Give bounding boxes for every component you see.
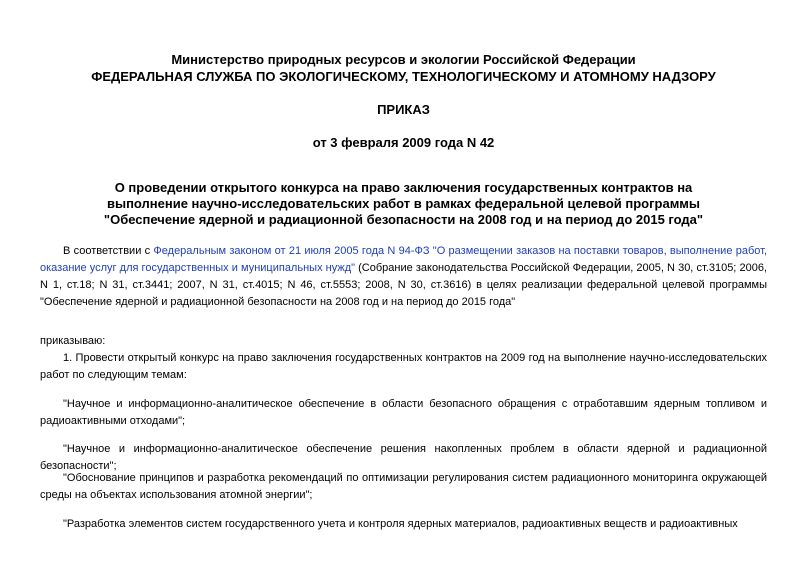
intro-suffix: (Собрание законодательства Российской Федерации, 2005, N 30, ст.3105; 2006, N 1, ст.18; N 31, ст.3441; 2007, N 31, ст.4015; N 46, ст.5553; 2008, N 30, ст.3616) в целях реализации федеральной целевой программы "Обеспечение ядерной и радиационной безопасности на 2008 год и на период до 2015 года"	[40, 262, 767, 308]
topic-item: "Научное и информационно-аналитическое обеспечение в области безопасного обращения с отработавшим ядерным топливом и радиоактивными отходами";	[40, 398, 767, 427]
topic-item: "Разработка элементов систем государственного учета и контроля ядерных материалов, радиоактивных веществ и радиоактивных	[63, 518, 738, 530]
topic-item: "Обоснование принципов и разработка рекомендаций по оптимизации регулирования систем радиационного мониторинга окружающей среды на объектах использования атомной энергии";	[40, 472, 767, 501]
intro-paragraph	[40, 243, 767, 311]
ministry-name: Министерство природных ресурсов и экологии Российской Федерации	[171, 52, 636, 67]
item-1: 1. Провести открытый конкурс на право заключения государственных контрактов на 2009 год на выполнение научно-исследовательских работ по следующим темам:	[40, 352, 767, 381]
order-word: приказываю:	[40, 335, 106, 347]
topic-item: "Научное и информационно-аналитическое обеспечение решения накопленных проблем в области ядерной и радиационной безопасности";	[40, 443, 767, 472]
doc-type: ПРИКАЗ	[377, 102, 430, 117]
intro-prefix: В соответствии с	[63, 245, 154, 257]
law-link[interactable]: Федеральным законом от 21 июля 2005 года N 94-ФЗ "О размещении заказов на поставки товаров, выполнение работ, оказание услуг для государственных и муниципальных нужд"	[40, 245, 768, 274]
service-name: ФЕДЕРАЛЬНАЯ СЛУЖБА ПО ЭКОЛОГИЧЕСКОМУ, ТЕХНОЛОГИЧЕСКОМУ И АТОМНОМУ НАДЗОРУ	[91, 69, 716, 84]
doc-date-number: от 3 февраля 2009 года N 42	[312, 135, 495, 150]
doc-title: О проведении открытого конкурса на право заключения государственных контрактов на выполнение научно-исследовательских работ в рамках федеральной целевой программы "Обеспечение ядерной и радиационной безопасности на 2008 год и на период до 2015 года"	[103, 180, 704, 227]
